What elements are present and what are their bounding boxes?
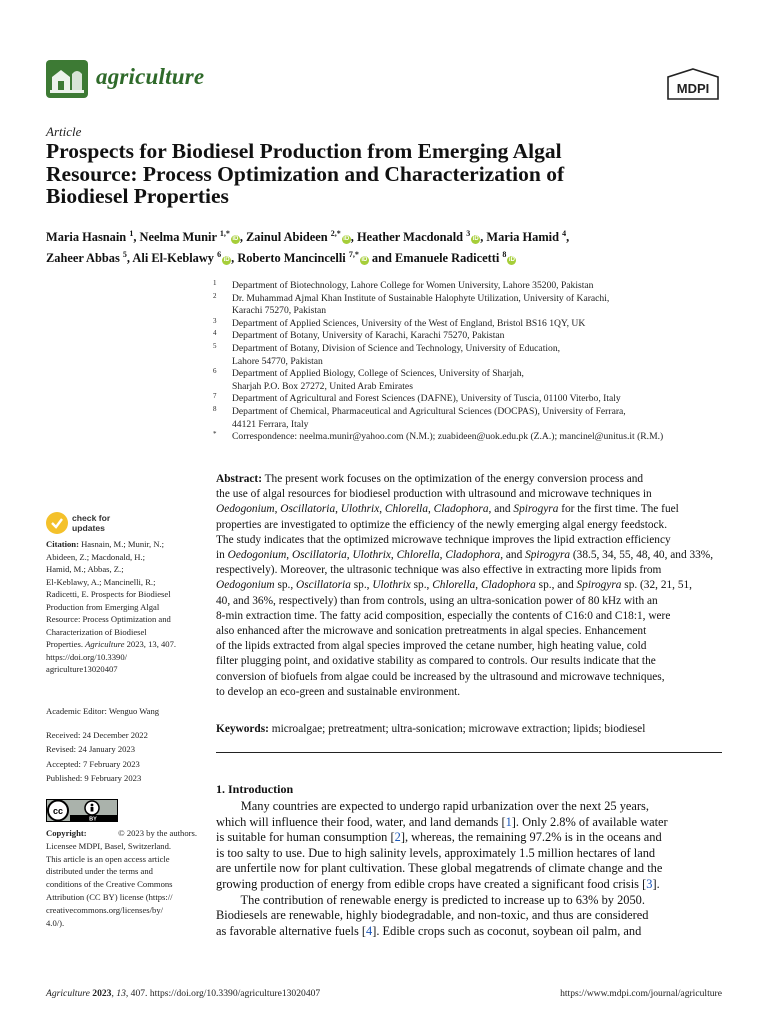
keywords <box>216 723 722 735</box>
abstract-line <box>216 487 722 502</box>
author-name: Zainul Abideen <box>246 230 328 245</box>
author-separator: and <box>368 251 396 266</box>
citation-link[interactable]: 4 <box>366 923 373 938</box>
author-separator: , <box>350 230 357 245</box>
author-name: Maria Hamid <box>486 230 560 245</box>
citation-line <box>46 538 196 551</box>
citation-line[interactable] <box>46 663 196 676</box>
affiliation-line: Lahore 54770, Pakistan <box>232 355 323 367</box>
title-line: Resource: Process Optimization and Characterization of <box>46 161 565 186</box>
affiliation-line: Department of Biotechnology, Lahore College for Women University, Lahore 35200, Pakistan <box>232 280 594 291</box>
section-heading-introduction: 1. Introduction <box>216 782 294 796</box>
orcid-icon[interactable]: iD <box>343 236 350 243</box>
affiliation-line: Sharjah P.O. Box 27272, United Arab Emirates <box>232 380 413 392</box>
abstract-line <box>216 685 722 700</box>
affiliation-line: Department of Chemical, Pharmaceutical and Agricultural Sciences (DOCPAS), University of Ferrara, <box>232 405 626 417</box>
author-separator: , <box>126 251 133 266</box>
title-line: Biodiesel Properties <box>46 184 229 208</box>
intro-line: Many countries are expected to undergo rapid urbanization over the next 25 years, <box>216 799 649 813</box>
citation-text: Radicetti, E. Prospects for Biodiesel <box>46 589 171 599</box>
author-name: Maria Hasnain <box>46 230 127 245</box>
author-affiliation-marker: 8 <box>502 250 507 260</box>
check-for-updates-icon <box>46 512 68 534</box>
author-list <box>46 225 746 267</box>
abstract-text: Oedogonium, Oscillatoria, Ulothrix, Chlorella, Cladophora, and Spirogyra for the first time. The fuel <box>216 503 679 516</box>
citation-text: Abideen, Z.; Macdonald, H.; <box>46 551 146 562</box>
copyright-line[interactable]: Attribution (CC BY) license (https:// <box>46 891 173 902</box>
author-affiliation-marker: 4 <box>562 229 567 238</box>
copyright-label: Copyright: <box>46 828 87 838</box>
author-separator: , <box>239 230 247 245</box>
author-affiliation-marker: 1,* <box>219 229 230 238</box>
affiliation-line: Dr. Muhammad Ajmal Khan Institute of Sustainable Halophyte Utilization, University of Karachi, <box>232 292 610 304</box>
citation-line <box>46 551 196 564</box>
mdpi-logo-icon <box>666 68 720 100</box>
affiliation-number: 1 <box>213 279 217 287</box>
copyright-line: Licensee MDPI, Basel, Switzerland. <box>46 840 172 851</box>
citation-text: agriculture13020407 <box>46 664 118 674</box>
intro-line: is too salty to use. Due to high salinity levels, approximately 1.5 million hectares of land <box>216 845 656 860</box>
abstract-text: The study indicates that the optimized microwave technique improves the lipid extraction efficiency <box>216 533 671 546</box>
author-separator: , <box>480 230 487 245</box>
abstract-text: respectively). Moreover, the ultrasonic technique was also effective in extracting more lipids from <box>216 564 662 577</box>
author-name: Neelma Munir <box>139 230 217 245</box>
abstract-line <box>216 670 722 685</box>
affiliation-item <box>213 431 743 444</box>
citation-line <box>46 626 196 639</box>
affiliation-item <box>213 393 743 406</box>
author-line <box>46 246 746 267</box>
orcid-icon[interactable]: iD <box>223 257 230 264</box>
abstract-line <box>216 609 722 624</box>
academic-editor: Academic Editor: Wenguo Wang <box>46 706 160 716</box>
citation-text: Properties. Agriculture 2023, 13, 407. <box>46 639 177 649</box>
intro-line: is suitable for human consumption [2], whereas, the remaining 97.2% is in the oceans and <box>216 830 662 845</box>
abstract-text: the use of algal resources for biodiesel production with ultrasound and microwave techniques in <box>216 488 652 501</box>
intro-line: as favorable alternative fuels [4]. Edible crops such as coconut, soybean oil palm, and <box>216 923 642 938</box>
citation-text: Hamid, M.; Abbas, Z.; <box>46 564 124 574</box>
abstract-text: filter plugging point, and oxidative stability as compared to controls. Our results indicate that the <box>216 655 656 668</box>
author-affiliation-marker: 7,* <box>348 250 359 260</box>
citation-text: El-Keblawy, A.; Mancinelli, R.; <box>46 576 156 587</box>
affiliation-item <box>213 318 743 331</box>
affiliation-number: 4 <box>213 329 217 338</box>
orcid-icon[interactable]: iD <box>232 236 239 243</box>
affiliation-line: 44121 Ferrara, Italy <box>232 418 309 430</box>
footer-citation <box>46 988 320 999</box>
citation-line <box>46 613 196 626</box>
publication-dates <box>46 728 148 786</box>
abstract-text: in Oedogonium, Oscillatoria, Ulothrix, Chlorella, Cladophora, and Spirogyra (38.5, 34, 55, 48, 40, and 33%, <box>216 549 714 562</box>
affiliation-line: Department of Agricultural and Forest Sciences (DAFNE), University of Tuscia, 01100 Viterbo, Italy <box>232 393 621 405</box>
journal-name: agriculture <box>96 64 205 89</box>
author-affiliation-marker: 2,* <box>330 229 341 238</box>
abstract-text: Oedogonium sp., Oscillatoria sp., Ulothrix sp., Chlorella, Cladophora sp., and Spirogyra sp. (32, 21, 51, <box>216 579 693 592</box>
date-revised: Revised: 24 January 2023 <box>46 744 136 755</box>
article-type: Article <box>46 124 82 139</box>
abstract-line <box>216 654 722 669</box>
author-name: Ali El-Keblawy <box>132 251 214 266</box>
affiliation-item <box>213 293 743 318</box>
abstract-text: also enhanced after the microwave and sonication pretreatments in algal species. Enhancement <box>216 625 647 638</box>
abstract <box>216 472 722 700</box>
copyright-line <box>46 827 197 840</box>
affiliation-number: * <box>213 430 217 439</box>
mdpi-logo-text: MDPI <box>676 81 710 96</box>
affiliation-line: Department of Botany, University of Karachi, Karachi 75270, Pakistan <box>232 330 505 342</box>
citation-link[interactable]: 1 <box>505 814 512 829</box>
affiliation-line: Correspondence: neelma.munir@yahoo.com (N.M.); zuabideen@uok.edu.pk (Z.A.); mancinel@unitus.it (R.M.) <box>232 431 664 443</box>
citation-text: Resource: Process Optimization and <box>46 614 171 624</box>
svg-text:cc: cc <box>52 806 64 816</box>
abstract-line <box>216 548 722 563</box>
abstract-line <box>216 502 722 517</box>
affiliation-item <box>213 330 743 343</box>
author-affiliation-marker: 6 <box>217 250 222 260</box>
author-separator: , <box>231 251 238 266</box>
intro-line: The contribution of renewable energy is predicted to increase up to 63% by 2050. <box>216 892 645 907</box>
title-line: Prospects for Biodiesel Production from Emerging Algal <box>46 139 562 163</box>
abstract-line <box>216 472 722 487</box>
affiliation-number: 2 <box>213 291 217 300</box>
abstract-text: 40, and 36%, respectively) than from controls, using an ultra-sonication power of 80 kHz with an <box>216 594 658 607</box>
citation-text: Hasnain, M.; Munir, N.; <box>78 539 165 549</box>
abstract-line <box>216 563 722 578</box>
citation-label: Citation: <box>46 539 79 549</box>
abstract-text: of the lipids extracted from algal species improved the cetane number, high heating value, cold <box>216 640 647 653</box>
footer-journal-url[interactable]: https://www.mdpi.com/journal/agriculture <box>560 988 722 999</box>
cc-by-license-icon[interactable] <box>46 799 118 822</box>
author-name: Heather Macdonald <box>356 230 464 245</box>
abstract-line <box>216 624 722 639</box>
check-for-updates-button[interactable] <box>46 512 156 536</box>
footer-citation-text: Agriculture 2023, 13, 407. https://doi.org/10.3390/agriculture13020407 <box>46 988 321 999</box>
abstract-text: The present work focuses on the optimization of the energy conversion process and <box>262 473 644 485</box>
date-received: Received: 24 December 2022 <box>46 730 148 740</box>
copyright-line[interactable]: 4.0/). <box>46 917 65 928</box>
author-affiliation-marker: 3 <box>466 229 471 238</box>
check-for-updates-line: updates <box>72 522 105 533</box>
author-name: Emanuele Radicetti <box>395 251 500 266</box>
citation-line <box>46 638 196 651</box>
affiliation-item <box>213 343 743 368</box>
copyright-line[interactable]: creativecommons.org/licenses/by/ <box>46 904 164 915</box>
affiliation-item <box>213 406 743 431</box>
author-name: Zaheer Abbas <box>46 251 120 266</box>
author-affiliation-marker: 1 <box>129 229 134 238</box>
citation-line <box>46 588 196 601</box>
orcid-icon[interactable]: iD <box>508 257 515 264</box>
intro-line: growing production of energy from edible crops have created a significant food crisis [3]. <box>216 876 660 891</box>
abstract-text: to develop an eco-green and sustainable environment. <box>216 685 461 698</box>
abstract-line <box>216 639 722 654</box>
section-divider <box>216 752 722 753</box>
intro-line: which will influence their food, water, and land demands [1]. Only 2.8% of available water <box>216 814 668 829</box>
citation-block <box>46 538 196 676</box>
author-name: Roberto Mancincelli <box>237 251 346 266</box>
affiliation-number: 3 <box>213 316 217 325</box>
affiliations-list <box>213 280 743 444</box>
keywords-text: microalgae; pretreatment; ultra-sonication; microwave extraction; lipids; biodiesel <box>268 723 646 735</box>
abstract-text: properties are investigated to optimize the efficiency of the newly emerging algal energy feedstock. <box>216 518 668 531</box>
journal-logo-icon <box>46 60 88 98</box>
citation-link[interactable]: 2 <box>394 830 401 845</box>
citation-text: Characterization of Biodiesel <box>46 626 147 637</box>
copyright-line: conditions of the Creative Commons <box>46 879 173 890</box>
keywords-label: Keywords: <box>216 723 269 735</box>
citation-line <box>46 576 196 589</box>
abstract-text: 8-min extraction time. The fatty acid composition, especially the contents of C16:0 and C18:1, were <box>216 609 671 622</box>
intro-line: are unfertile now for plant cultivation. These global megatrends of climate change and the <box>216 861 663 876</box>
citation-text: https://doi.org/10.3390/ <box>46 651 128 662</box>
affiliation-number: 5 <box>213 341 217 350</box>
affiliation-line: Department of Applied Sciences, University of the West of England, Bristol BS16 1QY, UK <box>232 317 586 329</box>
date-accepted: Accepted: 7 February 2023 <box>46 758 140 769</box>
author-line <box>46 225 746 246</box>
abstract-line <box>216 578 722 593</box>
author-separator: , <box>133 230 140 245</box>
copyright-block <box>46 827 197 929</box>
citation-line <box>46 601 196 614</box>
affiliation-item <box>213 368 743 393</box>
affiliation-line: Department of Botany, Division of Science and Technology, University of Education, <box>232 342 561 354</box>
affiliation-item <box>213 280 743 293</box>
date-published: Published: 9 February 2023 <box>46 773 142 784</box>
abstract-label: Abstract: <box>216 473 262 485</box>
citation-line[interactable] <box>46 651 196 664</box>
author-affiliation-marker: 5 <box>122 250 127 260</box>
cc-badge-label: BY <box>89 816 97 822</box>
affiliation-line: Karachi 75270, Pakistan <box>232 305 327 317</box>
citation-text: Production from Emerging Algal <box>46 601 160 612</box>
affiliation-number: 8 <box>213 404 217 413</box>
intro-line: Biodiesels are renewable, highly biodegradable, and non-toxic, and thus are considered <box>216 908 649 923</box>
copyright-line: This article is an open access article <box>46 853 170 864</box>
orcid-icon[interactable]: iD <box>361 257 368 264</box>
orcid-icon[interactable]: iD <box>472 236 479 243</box>
citation-line <box>46 563 196 576</box>
copyright-line: distributed under the terms and <box>46 866 153 877</box>
article-title <box>46 140 726 208</box>
abstract-line <box>216 533 722 548</box>
copyright-text: © 2023 by the authors. <box>118 828 197 838</box>
abstract-line <box>216 518 722 533</box>
affiliation-number: 6 <box>213 367 217 376</box>
affiliation-line: Department of Applied Biology, College of Sciences, University of Sharjah, <box>232 368 524 380</box>
abstract-text: conversion of biofuels from algae could be increased by the ultrasound and microwave techniques, <box>216 670 665 683</box>
introduction-body <box>216 799 722 939</box>
abstract-line <box>216 594 722 609</box>
affiliation-number: 7 <box>213 392 217 401</box>
citation-link[interactable]: 3 <box>646 876 653 891</box>
author-separator: , <box>566 230 570 245</box>
check-for-updates-line: check for <box>72 513 111 523</box>
